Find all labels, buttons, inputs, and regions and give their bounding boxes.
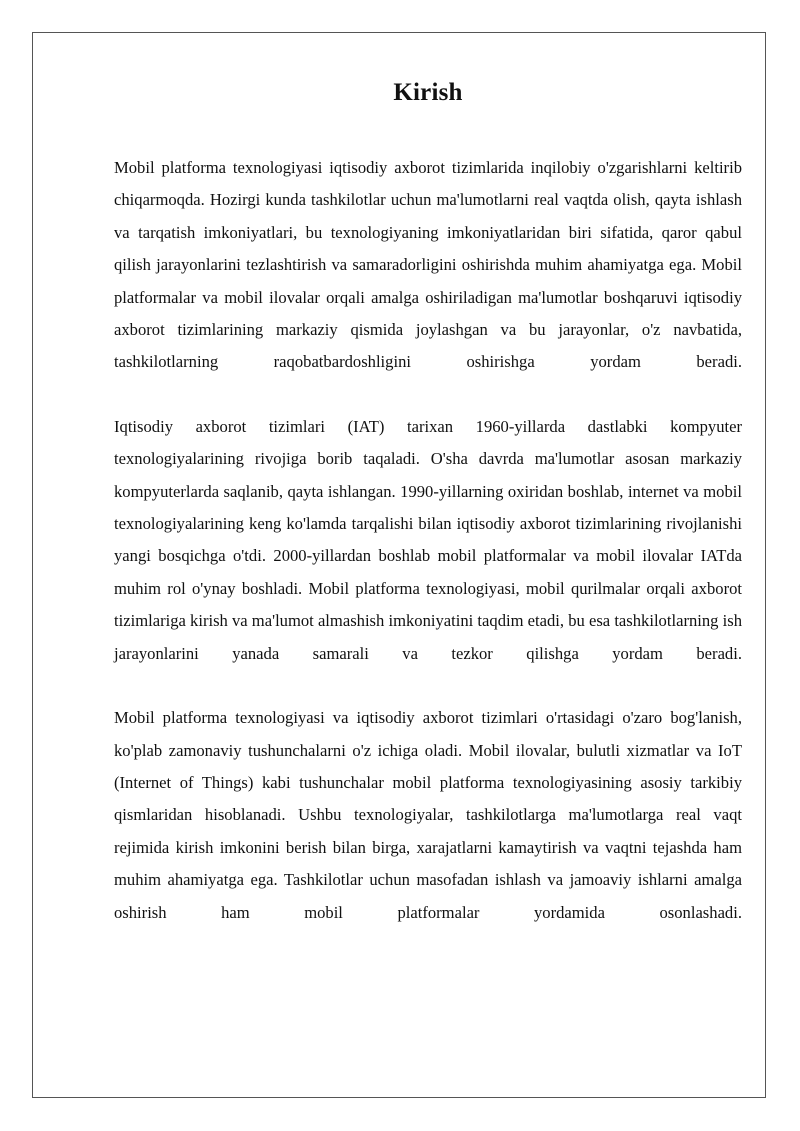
paragraph-2: Iqtisodiy axborot tizimlari (IAT) tarixan 1960-yillarda dastlabki kompyuter texnologiyalarining rivojiga borib taqaladi. O'sha davrda ma'lumotlar asosan markaziy kompyuterlarda saqlanib, qayta ishlangan. 1990-yillarning oxiridan boshlab, internet va mobil texnologiyalarining keng ko'lamda tarqalishi bilan iqtisodiy axborot tizimlarining rivojlanishi yangi bosqichga o'tdi. 2000-yillardan boshlab mobil platformalar va mobil ilovalar IATda muhim rol o'ynay boshladi. Mobil platforma texnologiyasi, mobil qurilmalar orqali axborot tizimlariga kirish va ma'lumot almashish imkoniyatini taqdim etadi, bu esa tashkilotlarning ish jarayonlarini yanada samarali va tezkor qilishga yordam beradi. [114, 416, 742, 663]
document-body [114, 74, 742, 961]
paragraph-3: Mobil platforma texnologiyasi va iqtisodiy axborot tizimlari o'rtasidagi o'zaro bog'lanish, ko'plab zamonaviy tushunchalarni o'z ichiga oladi. Mobil ilovalar, bulutli xizmatlar va IoT (Internet of Things) kabi tushunchalar mobil platforma texnologiyasining asosiy tarkibiy qismlaridan hisoblanadi. Ushbu texnologiyalar, tashkilotlarga ma'lumotlarga real vaqt rejimida kirish imkonini berish bilan birga, xarajatlarni kamaytirish va vaqtni tejashda ham muhim ahamiyatga ega. Tashkilotlar uchun masofadan ishlash va jamoaviy ishlarni amalga oshirish ham mobil platformalar yordamida osonlashadi. [114, 708, 742, 922]
document-title: Kirish [393, 79, 463, 106]
paragraph-1: Mobil platforma texnologiyasi iqtisodiy axborot tizimlarida inqilobiy o'zgarishlarni keltirib chiqarmoqda. Hozirgi kunda tashkilotlar uchun ma'lumotlarni real vaqtda olish, qayta ishlash va tarqatish imkoniyatlari, bu texnologiyaning imkoniyatlaridan biri sifatida, qaror qabul qilish jarayonlarini tezlashtirish va samaradorligini oshirishda muhim ahamiyatga ega. Mobil platformalar va mobil ilovalar orqali amalga oshiriladigan ma'lumotlar boshqaruvi iqtisodiy axborot tizimlarining markaziy qismida joylashgan va bu jarayonlar, o'z navbatida, tashkilotlarning raqobatbardoshligini oshirishga yordam beradi. [114, 158, 742, 372]
